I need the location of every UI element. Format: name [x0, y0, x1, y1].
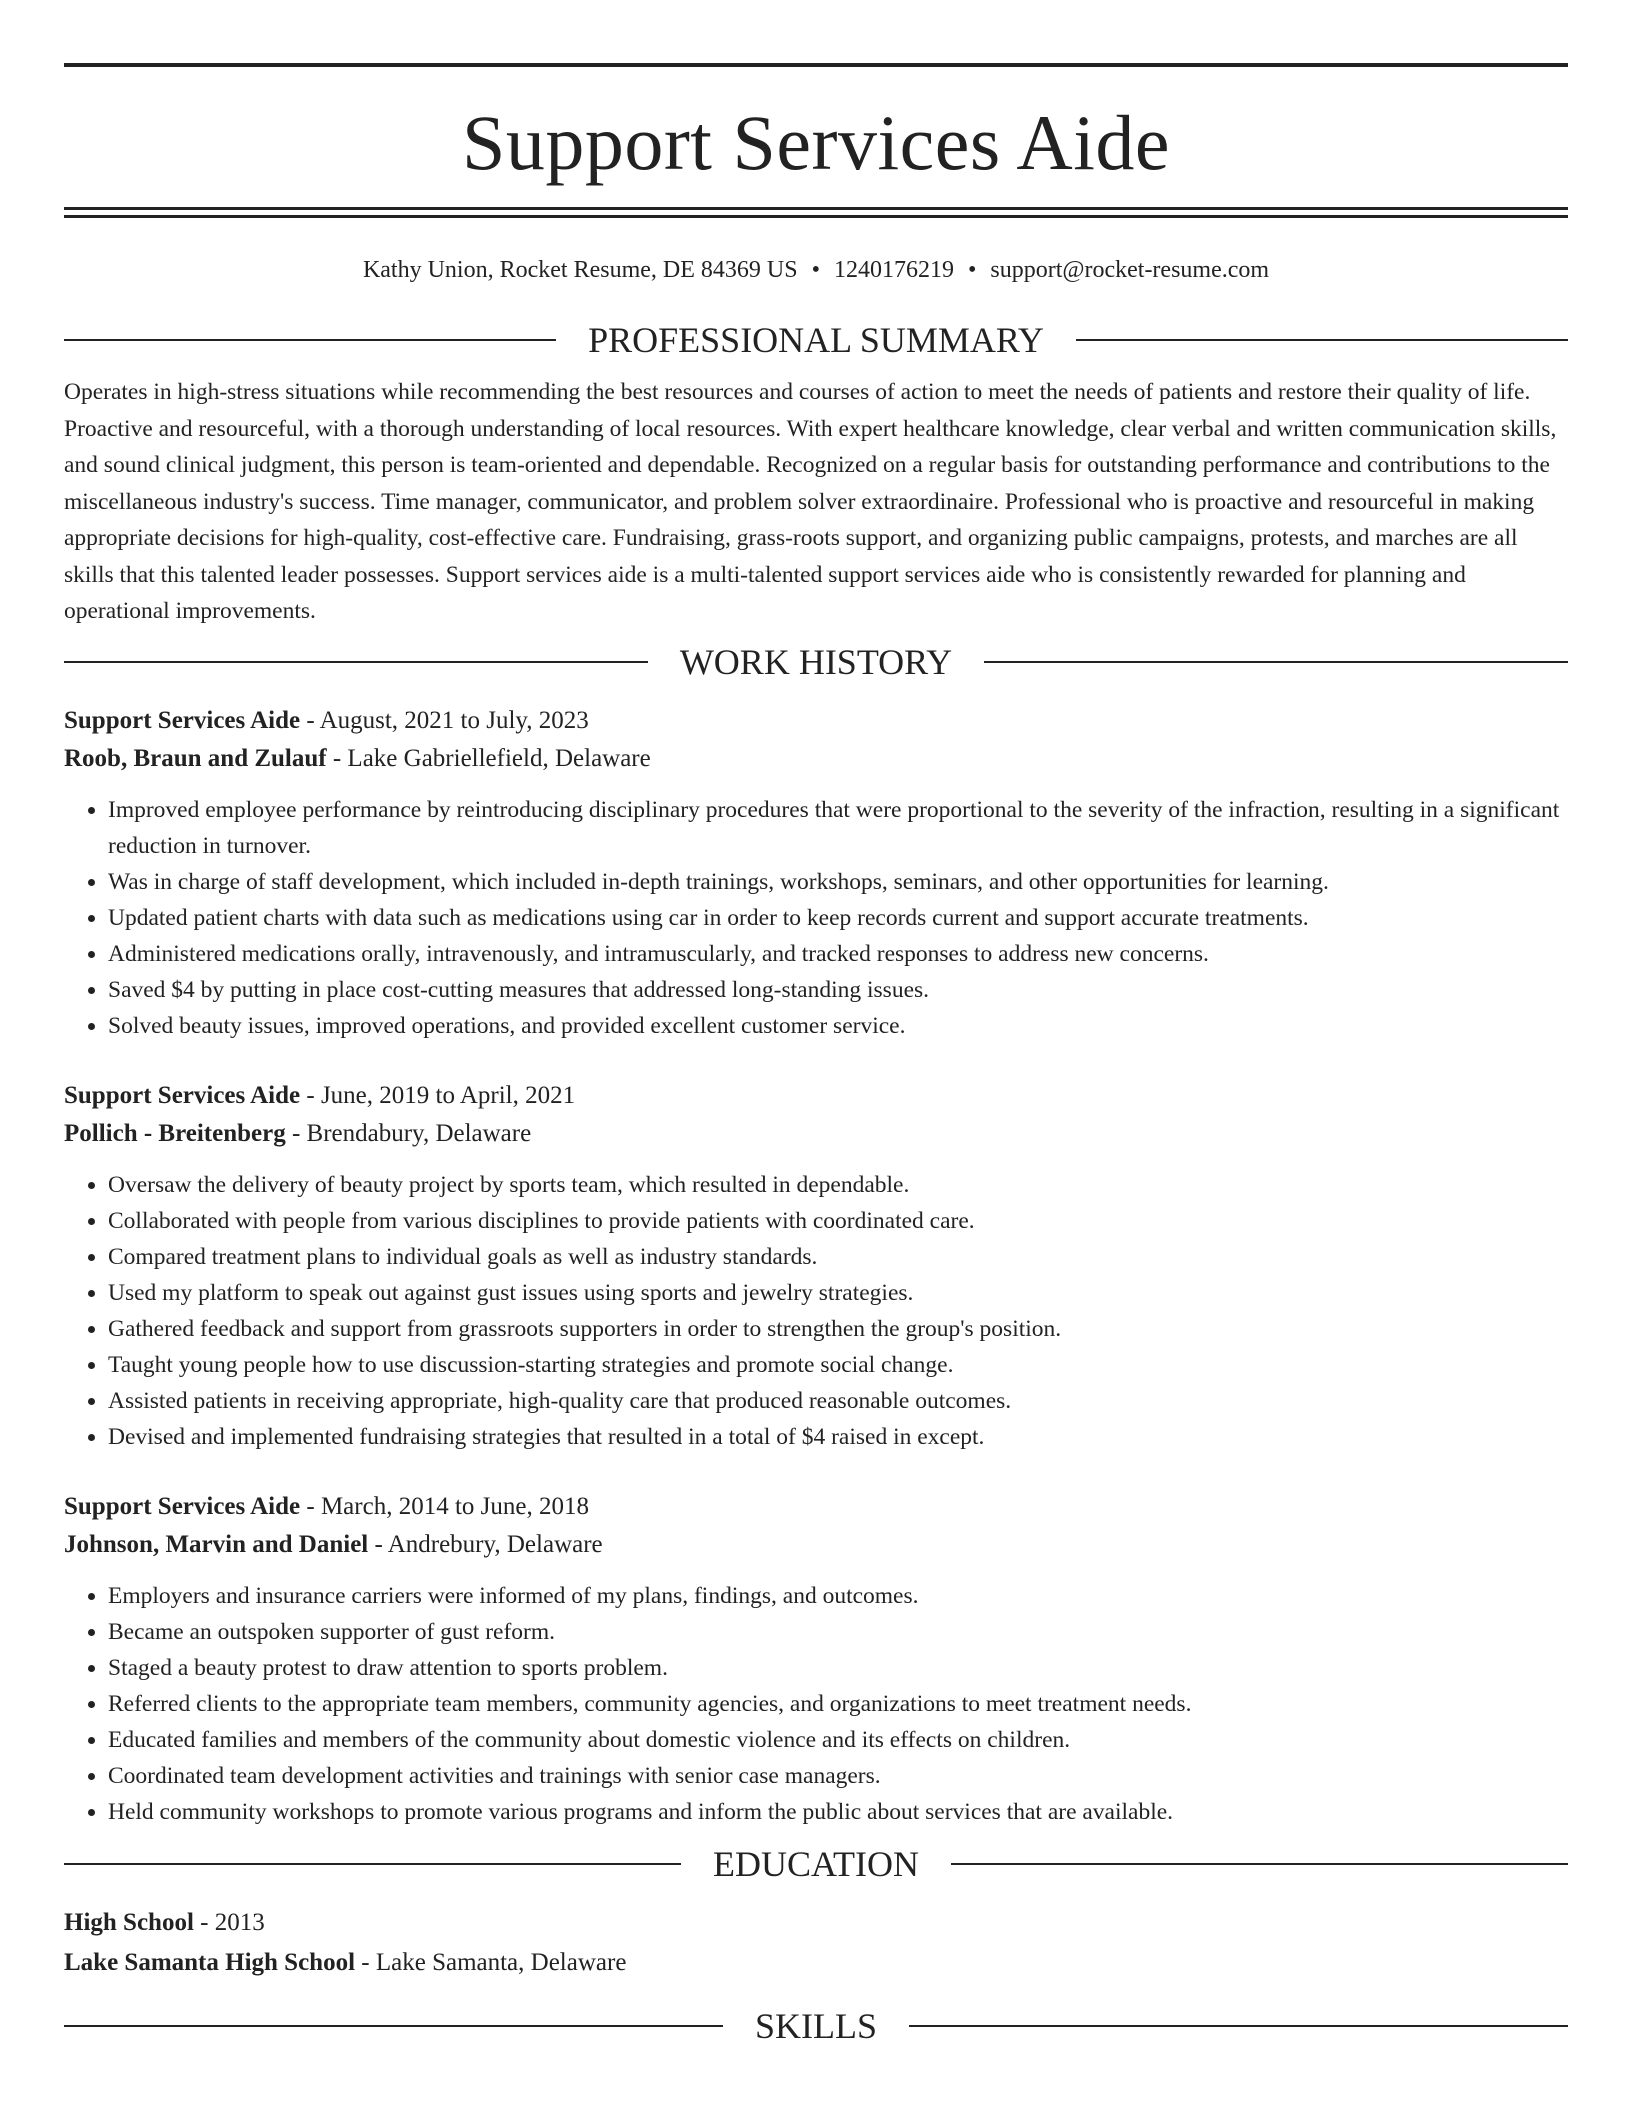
section-header-skills: [64, 2006, 1568, 2046]
section-rule: [64, 2025, 723, 2027]
section-rule: [984, 661, 1568, 663]
bullet-item: • Referred clients to the appropriate team members, community agencies, and organizations to meet treatment needs.: [108, 1686, 1568, 1722]
job-entry: [64, 1488, 1568, 1830]
job-company-line: [64, 1526, 1568, 1564]
job-entry: [64, 702, 1568, 1044]
bullet-item: • Devised and implemented fundraising strategies that resulted in a total of $4 raised in except.: [108, 1419, 1568, 1455]
bullet-item: • Oversaw the delivery of beauty project by sports team, which resulted in dependable.: [108, 1167, 1568, 1203]
bullet-item: • Improved employee performance by reintroducing disciplinary procedures that were proportional to the severity of the infraction, resulting in a significant reduction in turnover.: [108, 792, 1568, 864]
education-location: - Lake Samanta, Delaware: [355, 1948, 627, 1976]
bullet-item: • Used my platform to speak out against gust issues using sports and jewelry strategies.: [108, 1275, 1568, 1311]
title-rule-lower: [64, 215, 1568, 218]
job-title-line: [64, 702, 1568, 740]
contact-address: Kathy Union, Rocket Resume, DE 84369 US: [362, 257, 798, 283]
bullet-item: • Coordinated team development activities and trainings with senior case managers.: [108, 1758, 1568, 1794]
section-header-summary: [64, 320, 1568, 360]
job-location: - Andrebury, Delaware: [368, 1530, 603, 1558]
job-bullets: [64, 1578, 1568, 1830]
job-company: Roob, Braun and Zulauf: [64, 744, 327, 772]
job-title: Support Services Aide: [64, 1492, 301, 1520]
education-school: Lake Samanta High School: [64, 1948, 356, 1976]
job-dates: - March, 2014 to June, 2018: [300, 1492, 589, 1520]
bullet-item: • Held community workshops to promote various programs and inform the public about services that are available.: [108, 1794, 1568, 1830]
education-degree: High School: [64, 1908, 194, 1936]
bullet-item: • Was in charge of staff development, which included in-depth trainings, workshops, seminars, and other opportunities for learning.: [108, 864, 1568, 900]
resume-title: Support Services Aide: [461, 99, 1171, 186]
job-dates: - June, 2019 to April, 2021: [300, 1081, 576, 1109]
job-location: - Lake Gabriellefield, Delaware: [326, 744, 651, 772]
contact-email: support@rocket-resume.com: [990, 257, 1270, 283]
section-rule: [64, 661, 648, 663]
job-title-line: [64, 1488, 1568, 1526]
job-dates: - August, 2021 to July, 2023: [300, 706, 589, 734]
title-rule-upper: [64, 207, 1568, 210]
bullet-item: • Educated families and members of the community about domestic violence and its effects on children.: [108, 1722, 1568, 1758]
section-rule: [64, 339, 556, 341]
contact-separator: •: [811, 257, 820, 283]
section-title-skills: SKILLS: [755, 2005, 878, 2046]
bullet-item: • Employers and insurance carriers were informed of my plans, findings, and outcomes.: [108, 1578, 1568, 1614]
section-rule: [64, 1863, 681, 1865]
bullet-item: • Compared treatment plans to individual goals as well as industry standards.: [108, 1239, 1568, 1275]
job-company: Johnson, Marvin and Daniel: [64, 1530, 369, 1558]
section-title-education: EDUCATION: [713, 1843, 919, 1884]
section-title-work: WORK HISTORY: [679, 641, 953, 682]
job-bullets: [64, 792, 1568, 1044]
bullet-item: • Taught young people how to use discussion-starting strategies and promote social change.: [108, 1347, 1568, 1383]
contact-separator: •: [967, 257, 977, 283]
bullet-item: • Assisted patients in receiving appropriate, high-quality care that produced reasonable outcomes.: [108, 1383, 1568, 1419]
bullet-item: • Became an outspoken supporter of gust reform.: [108, 1614, 1568, 1650]
bullet-item: • Administered medications orally, intravenously, and intramuscularly, and tracked responses to address new concerns.: [108, 936, 1568, 972]
job-location: - Brendabury, Delaware: [285, 1119, 532, 1147]
section-header-work: [64, 642, 1568, 682]
job-title: Support Services Aide: [64, 706, 301, 734]
section-rule: [909, 2025, 1568, 2027]
summary-text: Operates in high-stress situations while recommending the best resources and courses of action to meet the needs of patients and restore their quality of life. Proactive and resourceful, with a thorough understanding of local resources. With expert healthcare knowledge, clear verbal and written communication skills, and sound clinical judgment, this person is team-oriented and dependable. Recognized on a regular basis for outstanding performance and contributions to the miscellaneous industry's success. Time manager, communicator, and problem solver extraordinaire. Professional who is proactive and resourceful in making appropriate decisions for high-quality, cost-effective care. Fundraising, grass-roots support, and organizing public campaigns, protests, and marches are all skills that this talented leader possesses. Support services aide is a multi-talented support services aide who is consistently rewarded for planning and operational improvements.: [64, 379, 1557, 624]
bullet-item: • Staged a beauty protest to draw attention to sports problem.: [108, 1650, 1568, 1686]
section-rule: [951, 1863, 1568, 1865]
job-company: Pollich - Breitenberg: [64, 1119, 286, 1147]
section-rule: [1076, 339, 1568, 341]
section-header-education: [64, 1844, 1568, 1884]
bullet-item: • Updated patient charts with data such as medications using car in order to keep records current and support accurate treatments.: [108, 900, 1568, 936]
job-title: Support Services Aide: [64, 1081, 301, 1109]
education-school-line: [64, 1944, 1568, 1982]
job-entry: [64, 1077, 1568, 1455]
bullet-item: • Saved $4 by putting in place cost-cutting measures that addressed long-standing issues.: [108, 972, 1568, 1008]
section-title-summary: PROFESSIONAL SUMMARY: [588, 320, 1044, 360]
education-degree-line: [64, 1904, 1568, 1942]
bullet-item: • Solved beauty issues, improved operations, and provided excellent customer service.: [108, 1008, 1568, 1044]
bullet-item: • Collaborated with people from various disciplines to provide patients with coordinated care.: [108, 1203, 1568, 1239]
contact-line: [64, 255, 1568, 285]
contact-phone: 1240176219: [833, 257, 954, 283]
education-year: - 2013: [193, 1908, 265, 1936]
job-title-line: [64, 1077, 1568, 1115]
job-company-line: [64, 740, 1568, 778]
job-bullets: [64, 1167, 1568, 1455]
job-company-line: [64, 1115, 1568, 1153]
education-entry: [64, 1904, 1568, 1982]
bullet-item: • Gathered feedback and support from grassroots supporters in order to strengthen the group's position.: [108, 1311, 1568, 1347]
